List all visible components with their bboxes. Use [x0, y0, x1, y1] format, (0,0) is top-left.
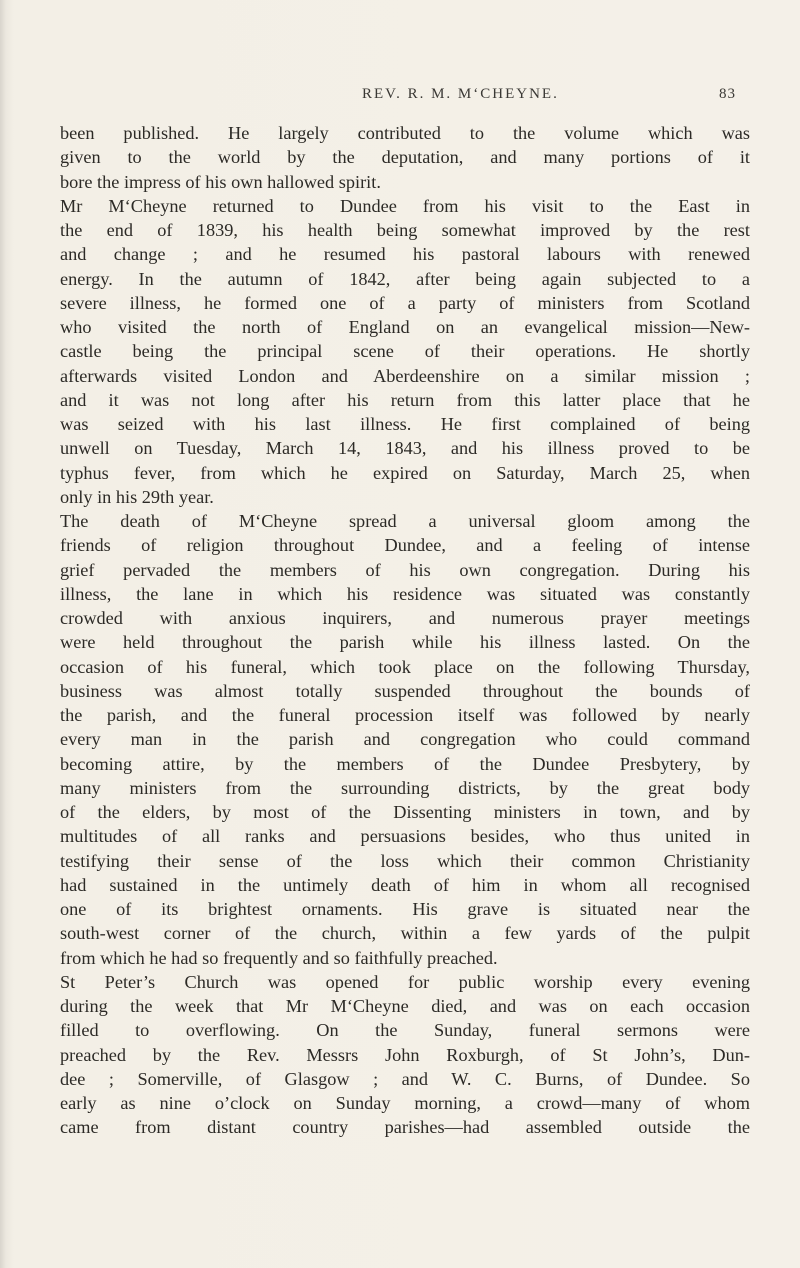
text-line: early as nine o’clock on Sunday morning, a crowd—many of whom: [60, 1093, 750, 1113]
text-line: and it was not long after his return from this latter place that he: [60, 389, 750, 410]
text-line: grief pervaded the members of his own congregation. During his: [60, 559, 750, 580]
page-header: [0, 86, 800, 110]
text-line: the parish, and the funeral procession itself was followed by nearly: [60, 705, 750, 725]
text-line: and change ; and he resumed his pastoral labours with renewed: [60, 244, 750, 265]
text-line: preached by the Rev. Messrs John Roxburgh, of St John’s, Dun-: [60, 1044, 750, 1065]
text-line: came from distant country parishes—had assembled outside the: [60, 1117, 750, 1138]
text-line: testifying their sense of the loss which their common Christianity: [60, 850, 750, 871]
text-line: had sustained in the untimely death of him in whom all recognised: [60, 874, 750, 895]
text-line: multitudes of all ranks and persuasions besides, who thus united in: [60, 826, 750, 847]
text-line: during the week that Mr M‘Cheyne died, and was on each occasion: [60, 996, 750, 1016]
text-line: crowded with anxious inquirers, and numerous prayer meetings: [60, 608, 750, 628]
text-line: given to the world by the deputation, and many portions of it: [60, 147, 750, 168]
text-line: filled to overflowing. On the Sunday, funeral sermons were: [60, 1020, 750, 1041]
text-line: south-west corner of the church, within a few yards of the pulpit: [60, 923, 750, 944]
text-line: illness, the lane in which his residence was situated was constantly: [60, 583, 750, 604]
text-line: business was almost totally suspended throughout the bounds of: [60, 680, 750, 701]
page-number: 83: [719, 86, 736, 102]
text-line: one of its brightest ornaments. His grave is situated near the: [60, 899, 750, 919]
text-line: St Peter’s Church was opened for public worship every evening: [60, 971, 750, 992]
text-line: afterwards visited London and Aberdeenshire on a similar mission ;: [60, 365, 750, 386]
text-line: of the elders, by most of the Dissenting ministers in town, and by: [60, 802, 750, 822]
text-line: bore the impress of his own hallowed spirit.: [60, 171, 381, 192]
text-line: who visited the north of England on an evangelical mission—New-: [60, 317, 750, 337]
text-line: were held throughout the parish while his illness lasted. On the: [60, 632, 750, 653]
text-line: unwell on Tuesday, March 14, 1843, and his illness proved to be: [60, 438, 750, 459]
text-line: occasion of his funeral, which took place on the following Thursday,: [60, 656, 750, 677]
body-text: [60, 121, 750, 1140]
text-line: dee ; Somerville, of Glasgow ; and W. C. Burns, of Dundee. So: [60, 1068, 750, 1089]
text-line: The death of M‘Cheyne spread a universal gloom among the: [60, 511, 750, 531]
text-line: typhus fever, from which he expired on Saturday, March 25, when: [60, 462, 750, 483]
text-line: energy. In the autumn of 1842, after being again subjected to a: [60, 268, 750, 289]
text-line: from which he had so frequently and so faithfully preached.: [60, 947, 498, 968]
text-line: was seized with his last illness. He first complained of being: [60, 414, 750, 434]
text-line: only in his 29th year.: [60, 486, 214, 507]
text-line: friends of religion throughout Dundee, and a feeling of intense: [60, 535, 750, 556]
text-line: Mr M‘Cheyne returned to Dundee from his visit to the East in: [60, 195, 750, 216]
text-line: every man in the parish and congregation who could command: [60, 729, 750, 750]
text-line: the end of 1839, his health being somewhat improved by the rest: [60, 220, 750, 240]
text-line: severe illness, he formed one of a party of ministers from Scotland: [60, 292, 750, 313]
text-line: many ministers from the surrounding districts, by the great body: [60, 777, 750, 798]
text-line: been published. He largely contributed to the volume which was: [60, 123, 750, 143]
text-line: becoming attire, by the members of the Dundee Presbytery, by: [60, 753, 750, 774]
running-head: REV. R. M. M‘CHEYNE.: [362, 86, 559, 102]
text-line: castle being the principal scene of their operations. He shortly: [60, 341, 750, 362]
